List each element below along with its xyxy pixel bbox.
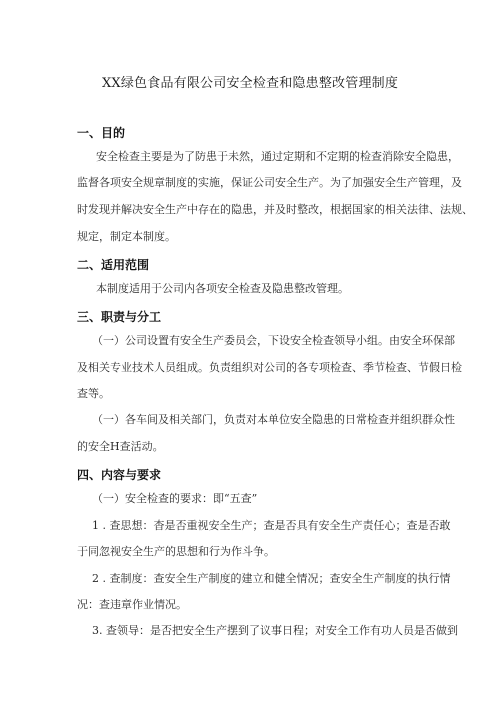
document-title: XX绿色食品有限公司安全检查和隐患整改管理制度: [101, 76, 399, 91]
paragraph-line: 时发现并解决安全生产中存在的隐患，并及时整改，根据国家的相关法律、法规、: [77, 203, 473, 216]
paragraph-line: 安全检查主要是为了防患于未然，通过定期和不定期的检查消除安全隐患，: [96, 150, 459, 163]
paragraph-line: 查等。: [77, 387, 110, 400]
paragraph-line: 况：查违章作业情况。: [77, 598, 187, 611]
paragraph-line: 2 . 查制度：查安全生产制度的建立和健全情况；查安全生产制度的执行情: [92, 572, 451, 585]
paragraph-line: 于同忽视安全生产的思想和行为作斗争。: [77, 545, 275, 558]
section-heading-scope: 二、适用范围: [77, 258, 150, 272]
paragraph-line: （一）安全检查的要求：即“五查”: [92, 492, 258, 505]
section-heading-content: 四、内容与要求: [77, 468, 162, 482]
paragraph-line: 3. 查领导：是否把安全生产摆到了议事日程；对安全工作有功人员是否做到: [92, 624, 458, 637]
section-heading-duties: 三、职责与分工: [77, 310, 162, 324]
paragraph-line: （一）各车间及相关部门，负责对本单位安全隐患的日常检查并组织群众性: [92, 413, 455, 426]
paragraph-line: 规定，制定本制度。: [77, 230, 176, 243]
paragraph-line: 的安全H查活动。: [77, 440, 164, 453]
section-heading-purpose: 一、目的: [77, 126, 126, 140]
paragraph-line: 本制度适用于公司内各项安全检查及隐患整改管理。: [96, 282, 349, 295]
paragraph-line: 1 . 查思想：杳是否重视安全生产；查是否具有安全生产责任心；查是否敢: [92, 519, 451, 532]
paragraph-line: 及相关专业技术人员组成。负责组织对公司的各专项检查、季节检查、节假日检: [77, 361, 462, 374]
paragraph-line: 监督各项安全规章制度的实施，保证公司安全生产。为了加强安全生产管理，及: [77, 176, 462, 189]
paragraph-line: （一）公司设置有安全生产委员会，下设安全检查领导小组。由安全环保部: [92, 334, 455, 347]
